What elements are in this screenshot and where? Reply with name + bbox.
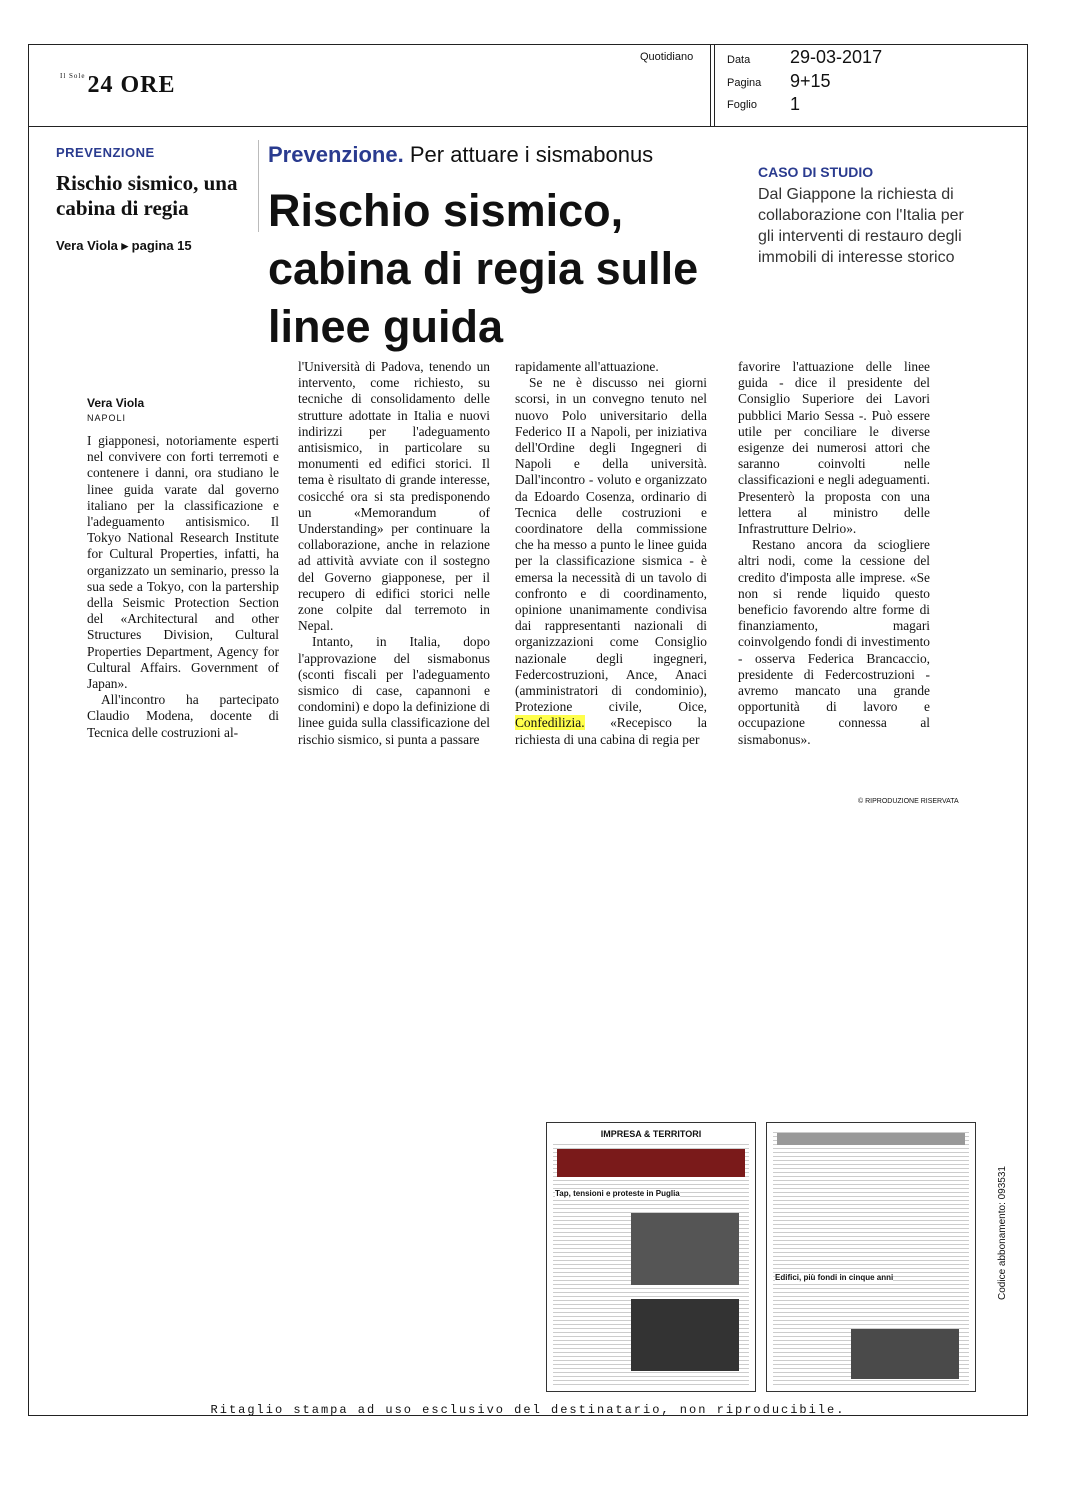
article-kicker: Prevenzione. Per attuare i sismabonus: [268, 142, 654, 167]
case-study-text: Dal Giappone la richiesta di collaborazione con l'Italia per gli interventi di restauro degli immobili di interesse storico: [758, 186, 964, 266]
divider: [258, 140, 259, 232]
article-column-1: I giapponesi, notoriamente esperti nel convivere con forti terremoti e contenere i danni, ora studiano le linee guida varate dal governo italiano per la classificazione e l'adeguamento antisismico. Il Tokyo National Research Institute for Cultural Properties, infatti, ha organizzato un seminario, presso la sua sede a Tokyo, con la partership della Seismic Protection Section del «Architectural and other Structures Division, Cultural Properties Department, Agency for Cultural Affairs. Government of Japan». All'incontro ha partecipato Claudio Modena, docente di Tecnica delle costruzioni al-: [87, 433, 279, 740]
foglio-label: Foglio: [727, 99, 757, 111]
thumb-photo: [631, 1213, 739, 1285]
header-divider: [28, 126, 1028, 127]
thumb-photo-3: [851, 1329, 959, 1379]
header-vrule: [710, 44, 711, 126]
page-thumbnail-left: IMPRESA & TERRITORI Tap, tensioni e proteste in Puglia: [546, 1122, 756, 1392]
pagina-label: Pagina: [727, 77, 762, 89]
article-city: NAPOLI: [87, 413, 127, 423]
pagina-value: 9+15: [790, 71, 831, 91]
subscription-code: Codice abbonamento: 093531: [997, 1166, 1008, 1300]
thumb-banner: [557, 1149, 745, 1177]
thumb-photo-2: [631, 1299, 739, 1371]
header-vrule-2: [714, 44, 715, 126]
article-title: Rischio sismico, cabina di regia sulle linee guida: [268, 185, 699, 352]
article-column-3: rapidamente all'attuazione. Se ne è discusso nei giorni scorsi, in un convegno tenuto nel nuovo Polo universitario della Federico II a Napoli, per iniziativa dell'Ordine degli Ingegneri di Napoli e della università. Dall'incontro - voluto e organizzato da Edoardo Cosenza, ordinario di Tecnica delle costruzioni e coordinatore della commissione che ha messo a punto le linee guida per la classificazione sismica - è emersa la necessità di un tavolo di confronto e di coordinamento, opinione unanimamente condivisa dai rappresentanti nazionali di organizzazioni come Consiglio nazionale degli ingegneri, Federcostruzioni, Ance, Anaci (amministratori di condominio), Protezione civile, Oice, Confedilizia. «Recepisco la richiesta di una cabina di regia per: [515, 359, 707, 747]
article-author: Vera Viola: [87, 396, 145, 410]
foglio-value: 1: [790, 94, 801, 114]
data-label: Data: [727, 54, 751, 66]
thumb-headline-left: Tap, tensioni e proteste in Puglia: [555, 1189, 680, 1198]
publication-type: Quotidiano: [640, 51, 694, 63]
footer-notice: Ritaglio stampa ad uso esclusivo del destinatario, non riproducibile.: [210, 1403, 846, 1417]
teaser-byline: Vera Viola ▸ pagina 15: [56, 238, 192, 253]
data-value: 29-03-2017: [790, 47, 883, 67]
thumb-header-bar: [777, 1133, 965, 1145]
article-column-2: l'Università di Padova, tenendo un intervento, come richiesto, su tecniche di consolidamento delle strutture adottate in Italia e nuovi indirizzi per l'adeguamento antisismico, in particolare su monumenti ed edifici storici. Il tema è risultato di grande interesse, cosicché ora si sta predisponendo un «Memorandum of Understanding» per continuare la collaborazione, anche in relazione ad attività avviate con il sostegno del Governo giapponese, per il recupero di edifici storici nelle zone colpite dal terremoto in Nepal. Intanto, in Italia, dopo l'approvazione del sismabonus (sconti fiscali per l'adeguamento sismico di case, capannoni e condomini) e dopo la definizione di linee guida sulla classificazione del rischio sismico, si punta a passare: [298, 359, 490, 747]
teaser-title: Rischio sismico, una cabina di regia: [56, 171, 238, 220]
highlighted-text: Confedilizia.: [515, 715, 585, 731]
newspaper-logo: $^{Il Sole}$24 ORE: [60, 72, 176, 98]
page-thumbnail-right: [766, 1122, 976, 1392]
article-column-4: favorire l'attuazione delle linee guida - dice il presidente del Consiglio Superiore dei Lavori pubblici Mario Sessa -. Può essere utile per conciliare le diverse esigenze dei numerosi attori che saranno coinvolti nelle classificazioni e negli adeguamenti. Presenterò la proposta con una lettera al ministro delle Infrastrutture Delrio». Restano ancora da sciogliere altri nodi, come la cessione del credito d'imposta alle imprese. «Se non si rende liquido questo beneficio favorendo altre forme di finanziamento, magari coinvolgendo fondi di investimento - osserva Federica Brancaccio, presidente di Federcostruzioni - avremo mancato una grande opportunità di lavoro e occupazione connessa al sismabonus».: [738, 359, 930, 747]
thumb-headline-right: Edifici, più fondi in cinque anni: [775, 1273, 894, 1282]
teaser-kicker: PREVENZIONE: [56, 145, 155, 160]
copyright-note: © RIPRODUZIONE RISERVATA: [858, 798, 959, 805]
case-study-kicker: CASO DI STUDIO: [758, 164, 874, 180]
